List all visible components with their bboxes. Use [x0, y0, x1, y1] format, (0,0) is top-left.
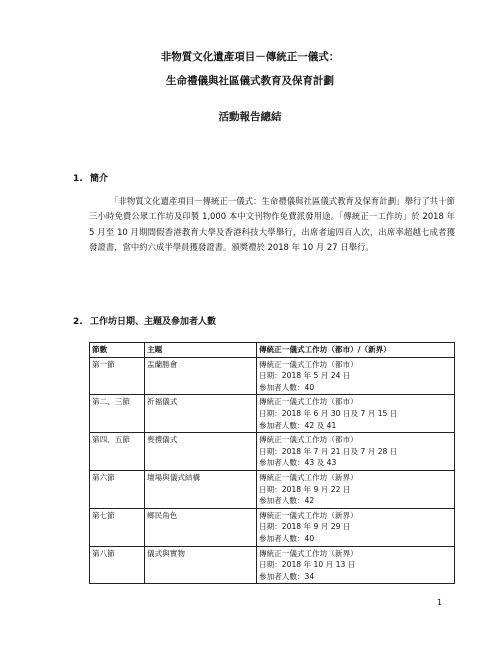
table-row [90, 470, 455, 508]
session-cell: 第六節 [90, 470, 145, 508]
participant-count: 參加者人數：40 [259, 533, 315, 543]
workshop-name: 傳統正一儀式工作坊（新界） [259, 472, 358, 482]
section-2-heading [73, 314, 216, 327]
topic-cell: 儀式與實物 [145, 546, 257, 584]
document-title-line-1: 非物質文化遺產項目－傳統正一儀式： [160, 51, 340, 63]
participant-count: 參加者人數：42 及 41 [259, 420, 337, 430]
workshop-date: 日期：2018 年 5 月 24 日 [259, 371, 351, 381]
table-row [90, 433, 455, 471]
section-1-title: 簡介 [90, 174, 109, 184]
topic-cell: 壇場與儀式結構 [145, 470, 257, 508]
workshop-cell [257, 433, 455, 471]
section-1-heading [73, 171, 108, 184]
section-2-number: 2. [73, 317, 83, 327]
participant-count: 參加者人數：34 [259, 571, 315, 581]
topic-cell: 喪禮儀式 [145, 433, 257, 471]
table-row [90, 508, 455, 546]
table-row [90, 395, 455, 433]
workshop-name: 傳統正一儀式工作坊（都市） [259, 435, 358, 445]
session-cell: 第一節 [90, 357, 145, 395]
page-number: 1 [437, 598, 443, 607]
workshop-cell [257, 470, 455, 508]
workshop-name: 傳統正一儀式工作坊（都市） [259, 397, 358, 407]
participant-count: 參加者人數：42 [259, 496, 315, 506]
session-cell: 第四、五節 [90, 433, 145, 471]
topic-cell: 鄉民角色 [145, 508, 257, 546]
workshop-cell [257, 357, 455, 395]
participant-count: 參加者人數：43 及 43 [259, 458, 337, 468]
table-row [90, 546, 455, 584]
column-header-topic: 主題 [145, 343, 257, 358]
table-header-row [90, 343, 455, 358]
workshop-cell [257, 546, 455, 584]
workshop-date: 日期：2018 年 7 月 21 日及 7 月 28 日 [259, 446, 398, 456]
section-2-title: 工作坊日期、主題及參加者人數 [90, 317, 217, 327]
workshop-cell [257, 395, 455, 433]
participant-count: 參加者人數：40 [259, 382, 315, 392]
table-row [90, 357, 455, 395]
column-header-workshop: 傳統正一儀式工作坊（都市）/（新界） [257, 343, 455, 358]
session-cell: 第八節 [90, 546, 145, 584]
column-header-session: 節數 [90, 343, 145, 358]
introduction-paragraph: 「非物質文化遺產項目－傳統正一儀式：生命禮儀與社區儀式教育及保育計劃」舉行了共十節三小時免費公眾工作坊及印製 1,000 本中文刊物作免費派發用途。「傳統正一工作坊」於 2018 年 5 月至 10 月期間假香港教育大學及香港科技大學舉行，出席者逾四百人次，出席率超越七成者獲發證書，當中約六成半學員獲發證書。頒獎禮於 2018 年 10 月 27 日舉行。 [89, 196, 455, 252]
report-title: 活動報告總結 [218, 111, 282, 123]
workshop-name: 傳統正一儀式工作坊（都市） [259, 359, 358, 369]
workshop-name: 傳統正一儀式工作坊（新界） [259, 548, 358, 558]
workshop-date: 日期：2018 年 9 月 22 日 [259, 484, 351, 494]
workshop-date: 日期：2018 年 6 月 30 日及 7 月 15 日 [259, 408, 398, 418]
topic-cell: 盂蘭勝會 [145, 357, 257, 395]
workshop-table [89, 342, 455, 584]
workshop-date: 日期：2018 年 10 月 13 日 [259, 560, 356, 570]
session-cell: 第二、三節 [90, 395, 145, 433]
document-title-line-2: 生命禮儀與社區儀式教育及保育計劃 [166, 75, 334, 87]
session-cell: 第七節 [90, 508, 145, 546]
workshop-name: 傳統正一儀式工作坊（新界） [259, 510, 358, 520]
workshop-cell [257, 508, 455, 546]
section-1-number: 1. [73, 174, 83, 184]
workshop-date: 日期：2018 年 9 月 29 日 [259, 522, 351, 532]
topic-cell: 祈福儀式 [145, 395, 257, 433]
